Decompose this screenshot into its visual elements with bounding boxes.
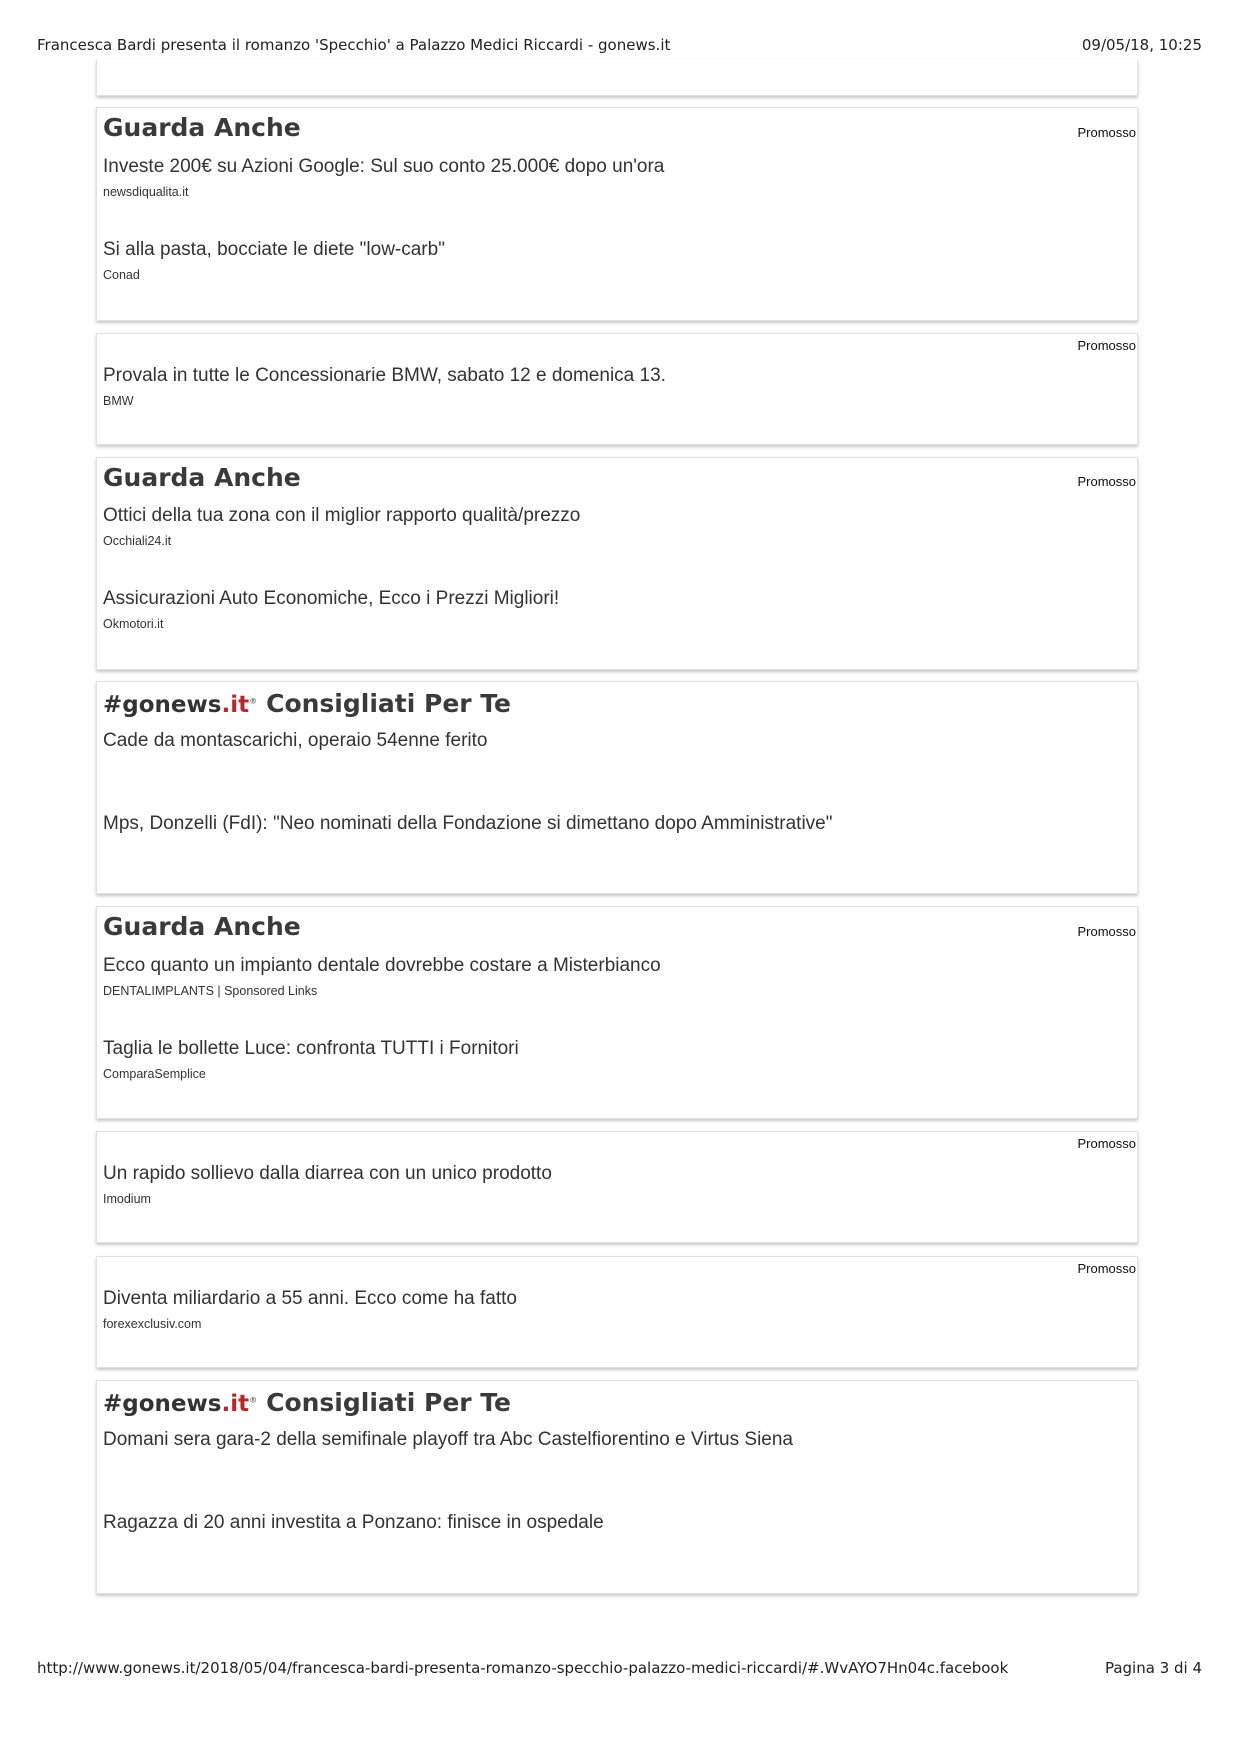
item-source: forexexclusiv.com <box>103 1317 202 1331</box>
gonews-recommended-card <box>96 681 1138 894</box>
item-source: Imodium <box>103 1192 151 1206</box>
item-source: DENTALIMPLANTS | Sponsored Links <box>103 984 318 998</box>
news-item[interactable] <box>103 1512 604 1534</box>
item-title-link[interactable]: Si alla pasta, bocciate le diete "low-carb" <box>103 239 445 260</box>
print-datetime: 09/05/18, 10:25 <box>1081 36 1202 54</box>
item-title-link[interactable]: Ecco quanto un impianto dentale dovrebbe costare a Misterbianco <box>103 955 661 976</box>
promoted-label: Promosso <box>1077 924 1136 939</box>
promoted-label: Promosso <box>1077 474 1136 489</box>
card-title <box>103 689 511 718</box>
item-title-link[interactable]: Provala in tutte le Concessionarie BMW, sabato 12 e domenica 13. <box>103 365 666 386</box>
promoted-card <box>96 333 1138 445</box>
item-source: newsdiqualita.it <box>103 185 189 199</box>
item-source: Occhiali24.it <box>103 534 172 548</box>
guarda-anche-card <box>96 107 1138 321</box>
card-title-text: Consigliati Per Te <box>266 1388 511 1417</box>
page-url: http://www.gonews.it/2018/05/04/francesca-bardi-presenta-romanzo-specchio-palazzo-medici-riccardi/#.WvAYO7Hn04c.facebook <box>37 1659 1009 1677</box>
gonews-logo: #gonews.it® <box>103 1391 258 1417</box>
news-item[interactable] <box>103 730 487 752</box>
card-title: Guarda Anche <box>103 463 301 492</box>
item-title-link[interactable]: Ottici della tua zona con il miglior rapporto qualità/prezzo <box>103 505 581 526</box>
item-title-link[interactable]: Diventa miliardario a 55 anni. Ecco come ha fatto <box>103 1288 517 1309</box>
news-item[interactable] <box>103 1429 793 1451</box>
sponsored-item[interactable] <box>103 505 580 548</box>
card-title <box>103 1388 511 1417</box>
item-title-link[interactable]: Un rapido sollievo dalla diarrea con un unico prodotto <box>103 1163 552 1184</box>
previous-card-bottom <box>96 60 1138 96</box>
news-item[interactable] <box>103 813 833 835</box>
item-title-link[interactable]: Mps, Donzelli (FdI): "Neo nominati della Fondazione si dimettano dopo Amministrative" <box>103 813 833 834</box>
sponsored-item[interactable] <box>103 588 559 631</box>
promoted-label: Promosso <box>1077 1136 1136 1151</box>
promoted-label: Promosso <box>1077 1261 1136 1276</box>
sponsored-item[interactable] <box>103 239 445 282</box>
card-title-text: Consigliati Per Te <box>266 689 511 718</box>
item-source: Okmotori.it <box>103 617 164 631</box>
gonews-recommended-card <box>96 1380 1138 1594</box>
card-title: Guarda Anche <box>103 113 301 142</box>
sponsored-item[interactable] <box>103 365 666 408</box>
sponsored-item[interactable] <box>103 1163 552 1206</box>
print-footer <box>37 1659 1202 1677</box>
item-source: BMW <box>103 394 134 408</box>
card-title: Guarda Anche <box>103 912 301 941</box>
item-title-link[interactable]: Cade da montascarichi, operaio 54enne ferito <box>103 730 488 751</box>
page-number: Pagina 3 di 4 <box>1104 1659 1202 1677</box>
sponsored-item[interactable] <box>103 1288 517 1331</box>
promoted-label: Promosso <box>1077 338 1136 353</box>
document-title: Francesca Bardi presenta il romanzo 'Specchio' a Palazzo Medici Riccardi - gonews.it <box>37 36 671 54</box>
item-source: Conad <box>103 268 140 282</box>
promoted-card <box>96 1131 1138 1243</box>
print-header <box>37 36 1202 54</box>
promoted-label: Promosso <box>1077 125 1136 140</box>
item-title-link[interactable]: Investe 200€ su Azioni Google: Sul suo conto 25.000€ dopo un'ora <box>103 156 665 177</box>
promoted-card <box>96 1256 1138 1368</box>
guarda-anche-card <box>96 457 1138 670</box>
sponsored-item[interactable] <box>103 156 664 199</box>
item-title-link[interactable]: Domani sera gara-2 della semifinale playoff tra Abc Castelfiorentino e Virtus Siena <box>103 1429 794 1450</box>
sponsored-item[interactable] <box>103 1038 519 1081</box>
item-title-link[interactable]: Assicurazioni Auto Economiche, Ecco i Prezzi Migliori! <box>103 588 560 609</box>
item-title-link[interactable]: Ragazza di 20 anni investita a Ponzano: finisce in ospedale <box>103 1512 604 1533</box>
item-source: ComparaSemplice <box>103 1067 206 1081</box>
sponsored-item[interactable] <box>103 955 661 998</box>
guarda-anche-card <box>96 906 1138 1119</box>
item-title-link[interactable]: Taglia le bollette Luce: confronta TUTTI i Fornitori <box>103 1038 519 1059</box>
gonews-logo: #gonews.it® <box>103 692 258 718</box>
